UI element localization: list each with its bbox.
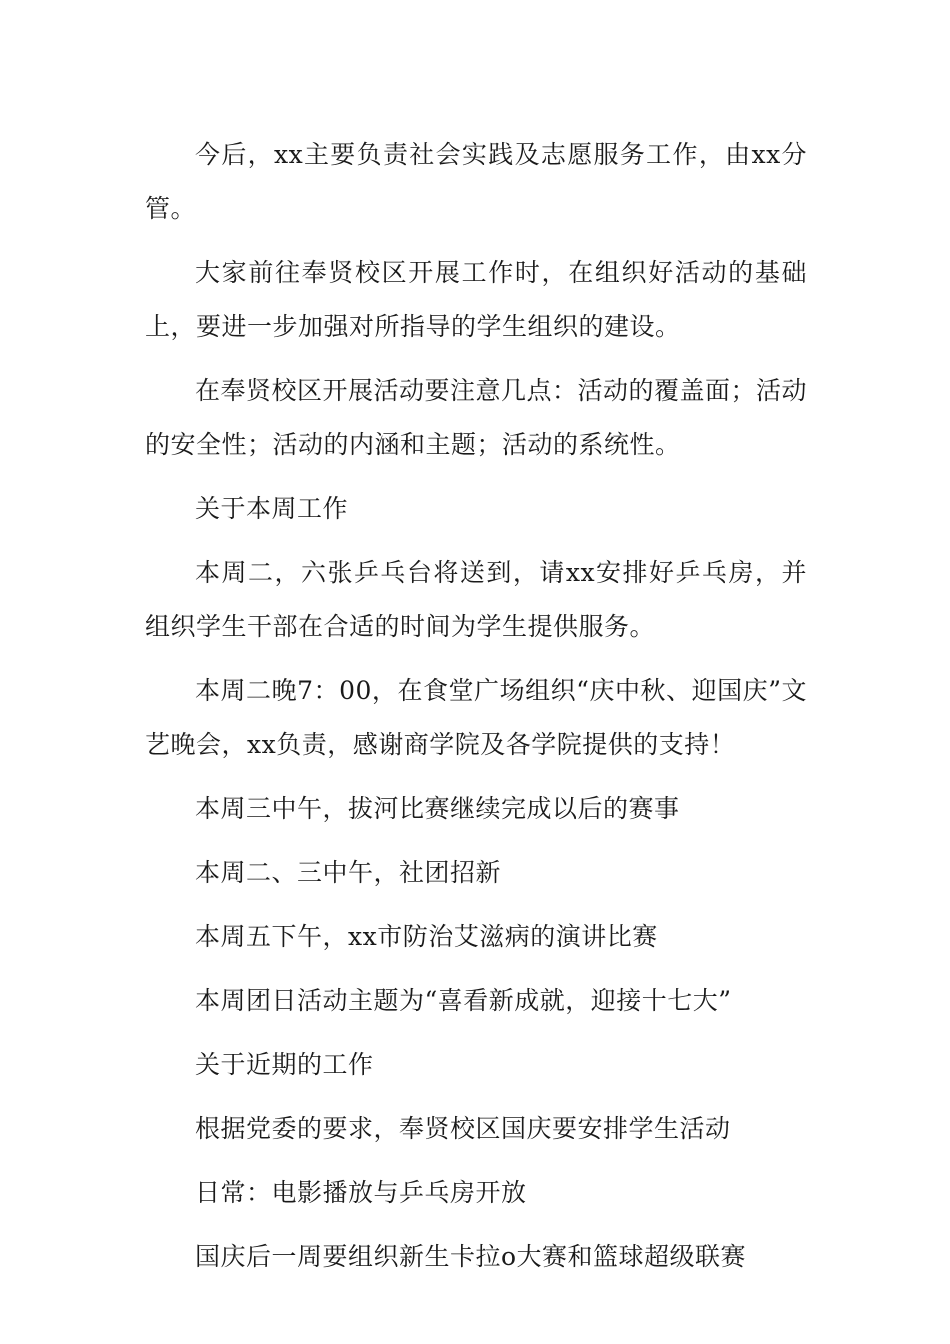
paragraph: 国庆后一周要组织新生卡拉o大赛和篮球超级联赛 — [195, 1242, 747, 1271]
paragraph: 今后，xx主要负责社会实践及志愿服务工作，由xx分管。 — [145, 140, 807, 223]
paragraph: 本周五下午，xx市防治艾滋病的演讲比赛 — [195, 922, 658, 951]
paragraph: 在奉贤校区开展活动要注意几点：活动的覆盖面；活动的安全性；活动的内涵和主题；活动的系统性。 — [145, 376, 808, 459]
section-heading: 关于近期的工作 — [195, 1050, 374, 1079]
section-heading: 关于本周工作 — [195, 494, 349, 523]
paragraph: 本周二晚7：00，在食堂广场组织“庆中秋、迎国庆”文艺晚会，xx负责，感谢商学院及各学院提供的支持！ — [145, 676, 807, 759]
paragraph: 本周二，六张乒乓台将送到，请xx安排好乒乓房，并组织学生干部在合适的时间为学生提供服务。 — [145, 558, 807, 641]
paragraph: 日常：电影播放与乒乓房开放 — [195, 1178, 527, 1207]
paragraph: 大家前往奉贤校区开展工作时，在组织好活动的基础上，要进一步加强对所指导的学生组织的建设。 — [145, 258, 807, 341]
document-body — [145, 128, 807, 1294]
paragraph: 本周团日活动主题为“喜看新成就，迎接十七大” — [195, 986, 732, 1015]
paragraph: 本周三中午，拔河比赛继续完成以后的赛事 — [195, 794, 680, 823]
paragraph: 本周二、三中午，社团招新 — [195, 858, 502, 887]
paragraph: 根据党委的要求，奉贤校区国庆要安排学生活动 — [195, 1114, 731, 1143]
